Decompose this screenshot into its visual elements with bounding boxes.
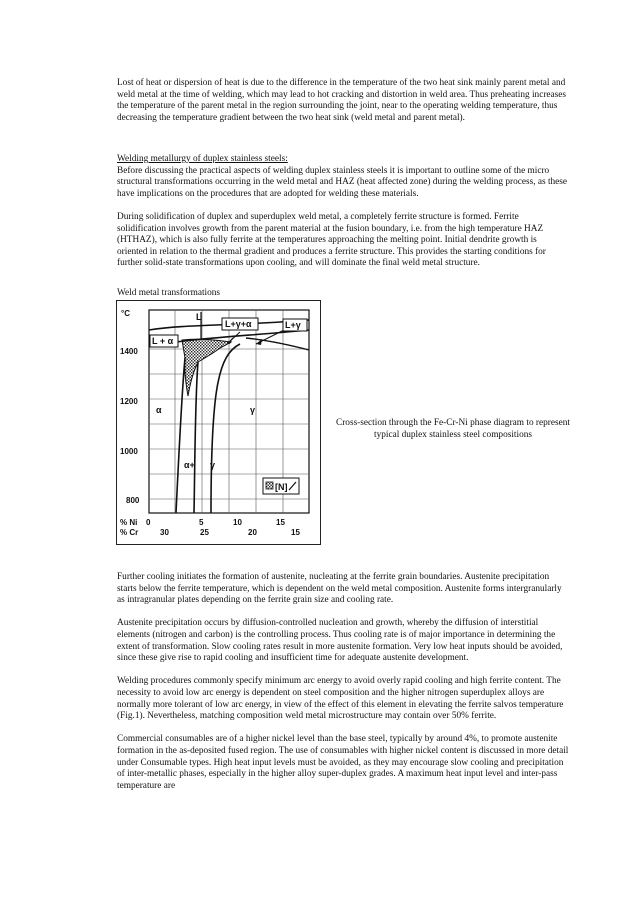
phase-diagram-figure <box>116 300 321 545</box>
legend-swatch <box>266 482 273 489</box>
label-l: L <box>196 312 202 322</box>
ni-tick-5: 5 <box>199 518 204 527</box>
y-tick-1200: 1200 <box>120 397 138 406</box>
body-paragraph-2: Austenite precipitation occurs by diffusion-controlled nucleation and growth, whereby the diffusion of interstitial elements (nitrogen and carbon) is the controlling process. Thus cooling rate is of major importance in determining the extent of transformation. Slow cooling rates result in more austenite formation. Very low heat inputs should be avoided, since these give rise to rapid cooling and insufficient time for adequate austenite development. <box>117 618 563 664</box>
cr-axis-label: % Cr <box>120 528 139 537</box>
label-l-gamma-alpha: L+γ+α <box>225 319 252 329</box>
legend-label: [N] <box>275 482 288 492</box>
body-paragraph-4: Commercial consumables are of a higher nickel level than the base steel, typically by around 4%, to promote austenite formation in the as-deposited fused region. The use of consumables with higher nickel content is discussed in more detail under Consumable types. High heat input levels must be avoided, as they may encourage slow cooling and precipitation of inter-metallic phases, especially in the higher alloy super-duplex grades. A maximum heat input level and inter-pass temperature are <box>117 734 569 791</box>
section-paragraph-2: During solidification of duplex and superduplex weld metal, a completely ferrite structure is formed. Ferrite solidification involves growth from the parent material at the fusion boundary, i.e. from the high temperature HAZ (HTHAZ), which is also fully ferrite at the temperatures approaching the melting point. Initial dendrite growth is oriented in relation to the thermal gradient and produces a ferrite structure. This provides the starting conditions for further solid-state transformations upon cooling, and will dominate the final weld metal structure. <box>117 212 546 269</box>
phase-diagram <box>116 300 321 545</box>
y-tick-1000: 1000 <box>120 447 138 456</box>
cr-tick-15: 15 <box>291 528 300 537</box>
ni-tick-0: 0 <box>146 518 151 527</box>
y-tick-1400: 1400 <box>120 347 138 356</box>
y-unit-label: °C <box>121 309 130 318</box>
y-tick-800: 800 <box>126 496 140 505</box>
label-alpha-plus: α+ <box>184 460 195 470</box>
label-gamma: γ <box>250 405 256 415</box>
body-paragraph-1: Further cooling initiates the formation of austenite, nucleating at the ferrite grain boundaries. Austenite precipitation starts below the ferrite temperature, which is dependent on the weld metal composition. Austenite forms intergranularly as intragranular plates depending on the ferrite grain size and cooling rate. <box>117 572 562 606</box>
label-l-gamma: L+γ <box>285 320 301 330</box>
body-paragraph-3: Welding procedures commonly specify minimum arc energy to avoid overly rapid cooling and high ferrite content. The necessity to avoid low arc energy is dependent on steel composition and the higher nitrogen superduplex alloys are normally more tolerant of low arc energy, in view of the effect of this element in elevating the ferrite salvos temperature (Fig.1). Nevertheless, matching composition weld metal microstructure may contain over 50% ferrite. <box>117 676 564 722</box>
cr-tick-20: 20 <box>248 528 257 537</box>
section-heading: Welding metallurgy of duplex stainless steels: <box>117 154 288 164</box>
figure-caption: Cross-section through the Fe-Cr-Ni phase diagram to represent typical duplex stainless steel compositions <box>336 418 570 440</box>
intro-paragraph: Lost of heat or dispersion of heat is due to the difference in the temperature of the two heat sink mainly parent metal and weld metal at the time of welding, which may lead to hot cracking and distortion in weld area. Thus preheating increases the temperature of the parent metal in the region surrounding the joint, near to the operating welding temperature, thus decreasing the temperature gradient between the two heat sink (weld metal and parent metal). <box>117 78 567 123</box>
label-gamma-2: γ <box>210 460 216 470</box>
cr-tick-30: 30 <box>160 528 169 537</box>
ni-tick-15: 15 <box>276 518 285 527</box>
label-alpha: α <box>156 405 162 415</box>
ni-axis-label: % Ni <box>120 518 138 527</box>
cr-tick-25: 25 <box>200 528 209 537</box>
section-subheading: Weld metal transformations <box>117 288 221 298</box>
label-l-alpha: L + α <box>152 336 174 346</box>
section-paragraph-1: Before discussing the practical aspects of welding duplex stainless steels it is important to outline some of the micro structural transformations occurring in the weld metal and HAZ (heat affected zone) during the welding process, as these have implications on the procedures that are adopted for welding these materials. <box>117 165 568 199</box>
ni-tick-10: 10 <box>233 518 242 527</box>
